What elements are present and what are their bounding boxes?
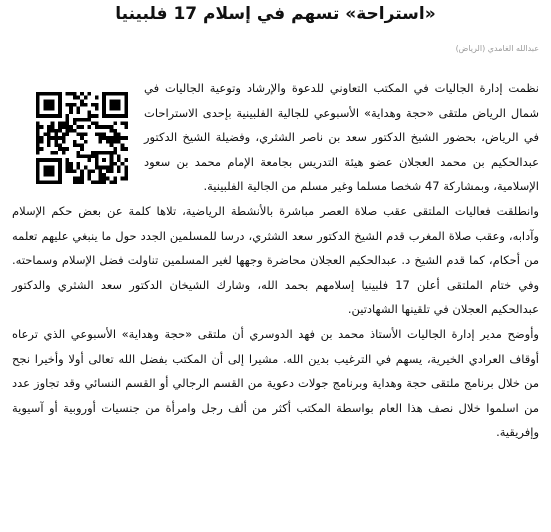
article-headline: «استراحة» تسهم في إسلام 17 فلبينيا: [115, 4, 436, 24]
article-byline: عبدالله الغامدي (الرياض): [455, 44, 539, 53]
article-body: [12, 76, 539, 445]
article-paragraph: نظمت إدارة الجاليات في المكتب التعاوني للدعوة والإرشاد وتوعية الجاليات في شمال الرياض ملتقى «حجة وهداية» الأسبوعي للجالية الفلبينية بإحدى الاستراحات في الرياض، بحضور الشيخ الدكتور سعد بن ناصر الشثري، وفضيلة الشيخ الدكتور عبدالحكيم بن محمد العجلان عضو هيئة التدريس بجامعة الإمام محمد بن سعود الإسلامية، وبمشاركة 47 شخصا مسلما وغير مسلم من الجالية الفلبينية.: [144, 81, 539, 194]
article-paragraph: وانطلقت فعاليات الملتقى عقب صلاة العصر مباشرة بالأنشطة الرياضية، تلاها كلمة عن بعض حكم الإسلام وآدابه، وعقب صلاة المغرب قدم الشيخ الدكتور سعد الشثري، درسا للمسلمين الجدد حول ما ينبغي عليهم تعلمه من أحكام، كما قدم الشيخ د. عبدالحكيم العجلان محاضرة وجهها لغير المسلمين تناولت فضل الإسلام وسماحته. وفي ختام الملتقى أعلن 17 فلبينيا إسلامهم بحمد الله، وشارك الشيخان الدكتور سعد الشثري والدكتور عبدالحكيم العجلان في تلقينها الشهادتين.: [12, 203, 540, 317]
article-paragraph: وأوضح مدير إدارة الجاليات الأستاذ محمد بن فهد الدوسري أن ملتقى «حجة وهداية» الأسبوعي الذي ترعاه أوقاف العرادي الخيرية، يسهم في الترغيب بدين الله. مشيرا إلى أن المكتب بفضل الله تعالى أولا وأخيرا نجح من خلال برنامج ملتقى حجة وهداية وبرنامج جولات دعوية من القسم الرجالي أو القسم النسائي وقد تجاوز عدد من اسلموا خلال نصف هذا العام بواسطة المكتب أكثر من ألف رجل وامرأة من جنسيات أوروبية أو آسيوية وإفريقية.: [12, 326, 539, 440]
